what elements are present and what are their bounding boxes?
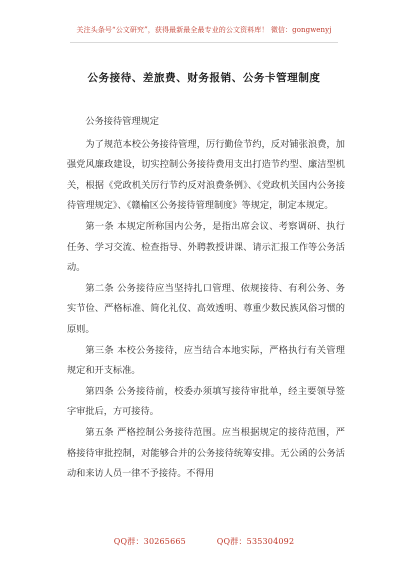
document-title: 公务接待、差旅费、财务报销、公务卡管理制度 <box>87 72 321 84</box>
paragraph-intro: 为了规范本校公务接待管理，厉行勤俭节约，反对铺张浪费，加强党风廉政建设，切实控制公务接待费用支出打造节约型、廉洁型机关，根据《党政机关厉行节约反对浪费条例》、《党政机关国内公务接待管理规定》、《赣榆区公务接待管理制度》等规定，制定本规定。 <box>67 138 345 212</box>
footer-qq-group-2: QQ群：535304092 <box>216 537 295 546</box>
footer-qq-group-1: QQ群：30265665 <box>113 537 186 546</box>
section-heading: 公务接待管理规定 <box>85 116 159 127</box>
paragraph-article-4: 第四条 公务接待前，校委办须填写接待审批单，经主要领导签字审批后，方可接待。 <box>67 385 345 418</box>
header-banner: 关注头条号“公文研究”，获得最新最全最专业的公文资料库！ 微信：gongwenyj <box>76 26 332 34</box>
header-divider <box>70 42 338 43</box>
footer-contact <box>0 536 408 547</box>
paragraph-article-2: 第二条 公务接待应当坚持扎口管理、依规接待、有利公务、务实节俭、严格标准、简化礼仪、高效透明、尊重少数民族风俗习惯的原则。 <box>67 282 345 335</box>
document-body <box>67 112 345 485</box>
paragraph-article-3: 第三条 本校公务接待，应当结合本地实际，严格执行有关管理规定和开支标准。 <box>67 344 345 377</box>
paragraph-article-1: 第一条 本规定所称国内公务，是指出席会议、考察调研、执行任务、学习交流、检查指导、外聘教授讲课、请示汇报工作等公务活动。 <box>67 220 345 274</box>
paragraph-article-5: 第五条 严格控制公务接待范围。应当根据规定的接待范围，严格接待审批控制，对能够合并的公务接待统筹安排。无公函的公务活动和来访人员一律不予接待。不得用 <box>67 426 345 480</box>
